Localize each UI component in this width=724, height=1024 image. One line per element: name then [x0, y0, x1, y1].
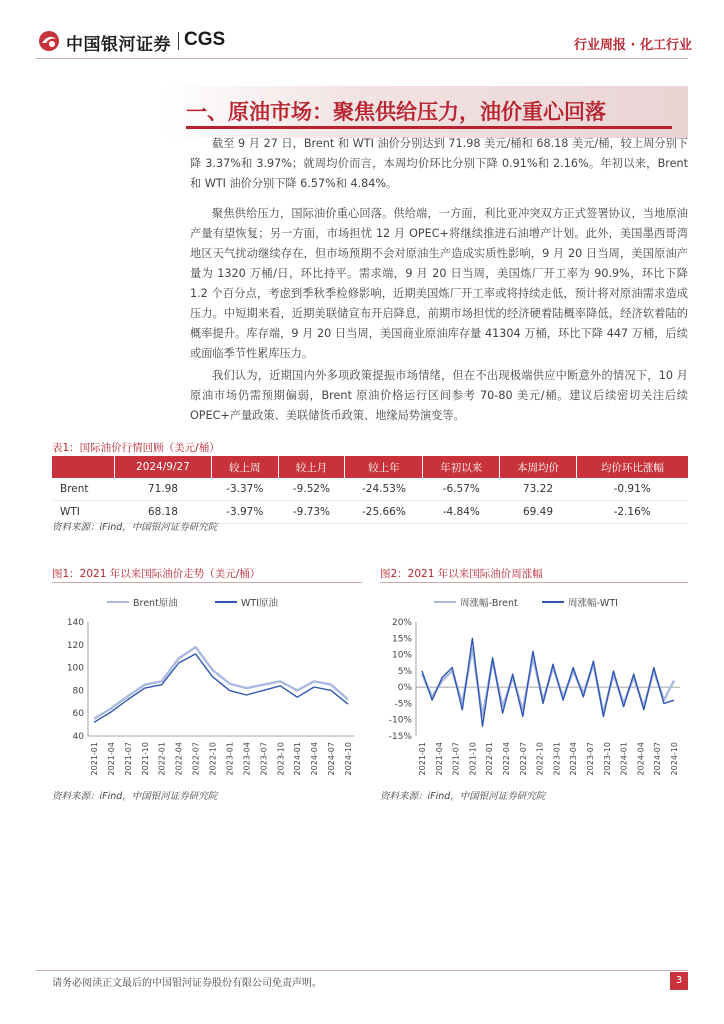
- table-cell: -9.52%: [278, 478, 345, 501]
- table-title: 表1：国际油价行情回顾（美元/桶）: [52, 442, 220, 454]
- y-tick-label: 60: [72, 709, 84, 720]
- table-header-row: [52, 456, 688, 478]
- x-tick-label: 2022-01: [485, 742, 495, 776]
- x-tick-label: 2023-10: [602, 742, 612, 776]
- y-tick-label: 120: [66, 640, 84, 651]
- weekly-change-chart: [380, 588, 688, 784]
- x-tick-label: 2021-10: [140, 742, 150, 776]
- x-tick-label: 2022-10: [208, 742, 218, 776]
- oil-price-table: [52, 456, 688, 524]
- x-tick-label: 2022-01: [157, 742, 167, 776]
- table-cell: -6.57%: [423, 478, 500, 501]
- x-tick-label: 2024-10: [344, 742, 353, 776]
- paragraph-outlook: 我们认为，近期国内外多项政策提振市场情绪，但在不出现极端供应中断意外的情况下，10 月原油市场仍需预期偏弱，Brent 原油价格运行区间参考 70-80 美元/桶。建议后续密切关注后续 OPEC+产量政策、美联储货币政策、地缘局势演变等。: [190, 369, 688, 422]
- x-tick-label: 2024-10: [670, 742, 679, 776]
- page-header: [0, 0, 724, 62]
- table-row: [52, 478, 688, 501]
- table-header-cell: 均价环比涨幅: [576, 456, 688, 478]
- y-tick-label: 80: [72, 686, 84, 697]
- x-tick-label: 2023-01: [225, 742, 235, 776]
- x-tick-label: 2022-10: [535, 742, 545, 776]
- page-number: 3: [670, 972, 688, 990]
- y-tick-label: 10%: [391, 650, 412, 661]
- table-cell: 73.22: [500, 478, 577, 501]
- x-tick-label: 2023-10: [276, 742, 286, 776]
- table-cell: -2.16%: [576, 501, 688, 524]
- table-header-cell: [52, 456, 115, 478]
- paragraph-supply-analysis: 聚焦供给压力，国际油价重心回落。供给端，一方面，利比亚冲突双方正式签署协议，当地原油产量有望恢复；另一方面，市场担忧 12 月 OPEC+将继续推进石油增产计划。此外，美国墨西哥湾地区天气扰动继续存在，但市场预期不会对原油生产造成实质性影响，9 月 20 日当周，美国原油产量为 1320 万桶/日，环比持平。需求端，9 月 20 日当周，美国炼厂开工率为 90.9%，环比下降 1.2 个百分点，考虑到季秋季检修影响，近期美国炼厂开工率或将持续走低，预计将对原油需求造成压力。中短期来看，近期美联储宣布开启降息，前期市场担忧的经济硬着陆概率降低，经济软着陆的概率提升。库存端，9 月 20 日当周，美国商业原油库存量 41304 万桶，环比下降 447 万桶，后续或面临季节性累库压力。: [190, 207, 688, 360]
- logo-text-en: CGS: [184, 29, 226, 50]
- x-tick-label: 2024-07: [653, 742, 663, 776]
- table-header-cell: 年初以来: [423, 456, 500, 478]
- x-tick-label: 2023-07: [586, 742, 595, 776]
- galaxy-logo-icon: [38, 30, 60, 52]
- y-tick-label: 140: [66, 618, 84, 628]
- y-tick-label: -10%: [388, 715, 412, 726]
- table-cell: -4.84%: [423, 501, 500, 524]
- series-line-wti: [94, 654, 348, 722]
- table-cell: Brent: [52, 478, 115, 501]
- table-header-cell: 较上月: [278, 456, 345, 478]
- price-trend-chart: [52, 588, 362, 784]
- x-tick-label: 2021-01: [418, 742, 427, 776]
- table-header-cell: 本周均价: [500, 456, 577, 478]
- section-accent-line: [186, 126, 672, 129]
- table-cell: -0.91%: [576, 478, 688, 501]
- footer-divider: [36, 970, 688, 971]
- header-divider: [36, 58, 688, 59]
- table-header-cell: 较上年: [345, 456, 423, 478]
- y-tick-label: 100: [66, 663, 84, 674]
- legend-label: Brent原油: [133, 598, 178, 609]
- table-cell: -24.53%: [345, 478, 423, 501]
- table-cell: 71.98: [115, 478, 212, 501]
- paragraph-price-summary: 截至 9 月 27 日，Brent 和 WTI 油价分别达到 71.98 美元/桶和 68.18 美元/桶，较上周分别下降 3.37%和 3.97%；就周均价而言，本周均价环比分别下降 0.91%和 2.16%。年初以来，Brent 和 WTI 油价分别下降 6.57%和 4.84%。: [190, 137, 688, 190]
- chart2-title: 图2：2021 年以来国际油价周涨幅: [380, 568, 543, 580]
- x-tick-label: 2021-07: [451, 742, 461, 776]
- legend-label: 周涨幅-WTI: [568, 598, 618, 609]
- y-tick-label: 20%: [391, 618, 412, 628]
- x-tick-label: 2024-01: [619, 742, 629, 776]
- x-tick-label: 2022-07: [191, 742, 201, 776]
- x-tick-label: 2023-01: [552, 742, 562, 776]
- x-tick-label: 2024-07: [327, 742, 337, 776]
- x-tick-label: 2022-07: [518, 742, 528, 776]
- table-cell: -9.73%: [278, 501, 345, 524]
- chart2-source: 资料来源：iFind，中国银河证券研究院: [380, 791, 546, 802]
- chart1-title: 图1：2021 年以来国际油价走势（美元/桶）: [52, 568, 261, 580]
- y-tick-label: -5%: [394, 699, 412, 710]
- x-tick-label: 2021-01: [90, 742, 99, 776]
- y-tick-label: 40: [72, 732, 84, 742]
- y-tick-label: 5%: [397, 666, 412, 677]
- x-tick-label: 2024-01: [293, 742, 303, 776]
- x-tick-label: 2023-07: [259, 742, 269, 776]
- x-tick-label: 2022-04: [502, 742, 511, 776]
- x-tick-label: 2021-04: [434, 742, 444, 776]
- x-tick-label: 2023-04: [569, 742, 579, 776]
- x-tick-label: 2023-04: [242, 742, 252, 776]
- x-tick-label: 2021-10: [468, 742, 478, 776]
- y-tick-label: 15%: [391, 634, 412, 645]
- table-cell: WTI: [52, 501, 115, 524]
- x-tick-label: 2024-04: [310, 742, 320, 776]
- table-cell: 68.18: [115, 501, 212, 524]
- y-tick-label: -15%: [388, 732, 412, 742]
- table-cell: -3.37%: [211, 478, 278, 501]
- x-tick-label: 2021-07: [123, 742, 133, 776]
- table-cell: 69.49: [500, 501, 577, 524]
- table-header-cell: 较上周: [211, 456, 278, 478]
- table-header-cell: 2024/9/27: [115, 456, 212, 478]
- legend-label: WTI原油: [241, 598, 278, 609]
- chart1-source: 资料来源：iFind，中国银河证券研究院: [52, 791, 218, 802]
- legend-label: 周涨幅-Brent: [460, 598, 518, 609]
- logo-text-cn: 中国银河证券: [66, 35, 171, 55]
- footer-disclaimer: 请务必阅读正文最后的中国银河证券股份有限公司免责声明。: [52, 978, 322, 989]
- x-tick-label: 2022-04: [174, 742, 184, 776]
- logo-divider: [178, 32, 179, 50]
- table-cell: -3.97%: [211, 501, 278, 524]
- x-tick-label: 2024-04: [636, 742, 646, 776]
- chart1-title-divider: [52, 582, 362, 583]
- table-source: 资料来源：iFind，中国银河证券研究院: [52, 522, 218, 533]
- report-type: 行业周报 · 化工行业: [574, 38, 692, 53]
- section-title: 一、原油市场：聚焦供给压力，油价重心回落: [186, 100, 606, 124]
- chart2-title-divider: [380, 582, 688, 583]
- series-line-wti: [422, 638, 674, 726]
- x-tick-label: 2021-04: [106, 742, 116, 776]
- table-cell: -25.66%: [345, 501, 423, 524]
- y-tick-label: 0%: [397, 683, 412, 694]
